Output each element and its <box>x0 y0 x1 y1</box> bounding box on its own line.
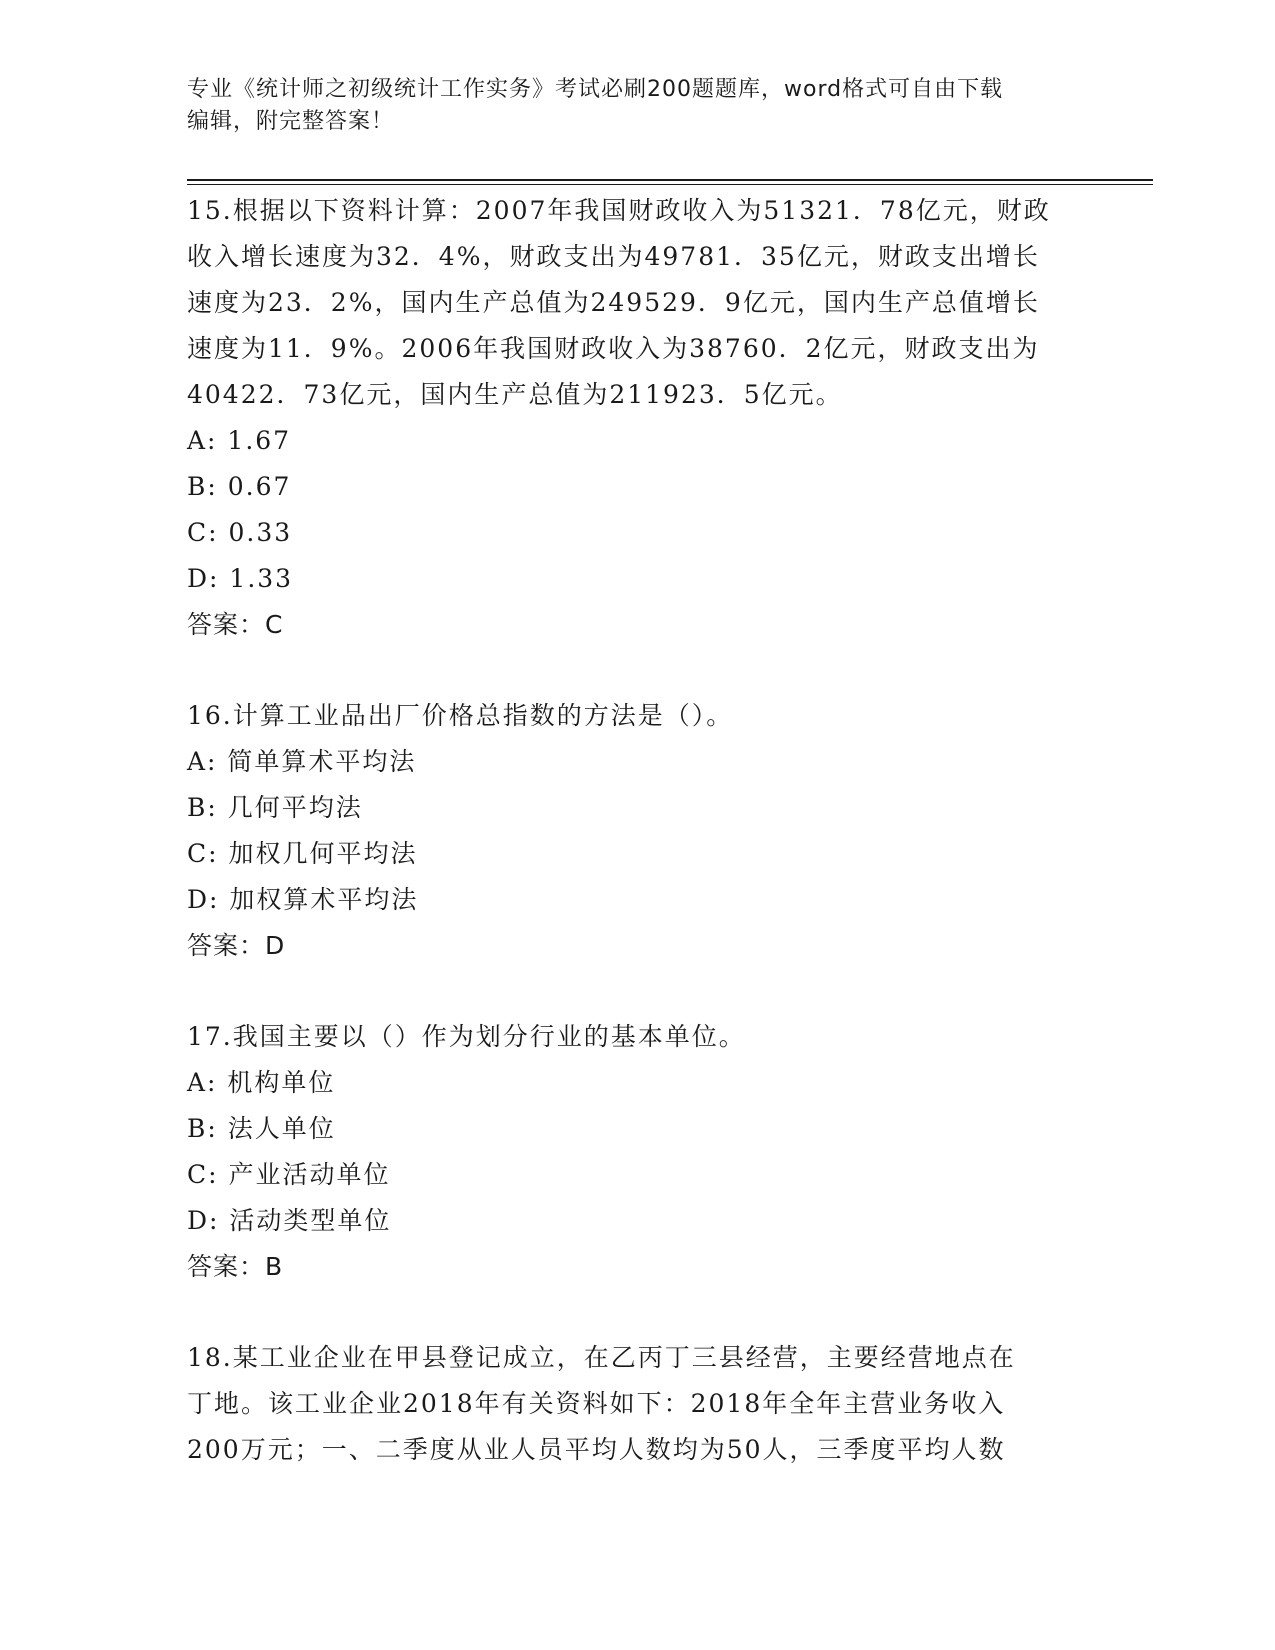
question-15 <box>187 188 1087 648</box>
question-stem-line: 速度为11．9%。2006年我国财政收入为38760．2亿元，财政支出为 <box>187 334 1040 363</box>
question-stem-line: 18.某工业企业在甲县登记成立，在乙丙丁三县经营，主要经营地点在 <box>187 1343 1016 1372</box>
question-stem-line: 40422．73亿元，国内生产总值为211923．5亿元。 <box>187 380 843 409</box>
option-c: C: 加权几何平均法 <box>187 839 418 868</box>
option-d: D: 1.33 <box>187 564 294 593</box>
question-stem-line: 16.计算工业品出厂价格总指数的方法是（）。 <box>187 701 734 730</box>
option-d: D: 加权算术平均法 <box>187 885 419 914</box>
header-line-2: 编辑，附完整答案！ <box>187 109 395 134</box>
option-a: A: 机构单位 <box>187 1068 336 1097</box>
option-c: C: 0.33 <box>187 518 293 547</box>
option-b: B: 几何平均法 <box>187 793 363 822</box>
question-stem-line: 15.根据以下资料计算：2007年我国财政收入为51321．78亿元，财政 <box>187 196 1051 225</box>
question-stem <box>187 1014 1087 1060</box>
question-list <box>187 188 1087 1473</box>
question-stem-line: 收入增长速度为32．4%，财政支出为49781．35亿元，财政支出增长 <box>187 242 1040 271</box>
question-stem-line: 速度为23．2%，国内生产总值为249529．9亿元，国内生产总值增长 <box>187 288 1040 317</box>
option-c: C: 产业活动单位 <box>187 1160 391 1189</box>
option-d: D: 活动类型单位 <box>187 1206 392 1235</box>
question-spacer <box>187 1290 1087 1335</box>
question-stem-line: 丁地。该工业企业2018年有关资料如下：2018年全年主营业务收入 <box>187 1389 1006 1418</box>
question-stem <box>187 1335 1087 1473</box>
document-header <box>187 74 1067 138</box>
question-spacer <box>187 648 1087 693</box>
question-16 <box>187 693 1087 969</box>
question-17 <box>187 1014 1087 1290</box>
answer-line: 答案：C <box>187 610 284 639</box>
header-divider-thin <box>187 184 1153 185</box>
header-divider-thick <box>187 179 1153 181</box>
option-a: A: 1.67 <box>187 426 292 455</box>
option-b: B: 0.67 <box>187 472 292 501</box>
question-stem <box>187 693 1087 739</box>
question-spacer <box>187 969 1087 1014</box>
option-b: B: 法人单位 <box>187 1114 336 1143</box>
answer-line: 答案：D <box>187 931 286 960</box>
question-stem-line: 200万元；一、二季度从业人员平均人数均为50人，三季度平均人数 <box>187 1435 1006 1464</box>
option-a: A: 简单算术平均法 <box>187 747 417 776</box>
header-line-1: 专业《统计师之初级统计工作实务》考试必刷200题题库，word格式可自由下载 <box>187 77 1004 102</box>
answer-line: 答案：B <box>187 1252 284 1281</box>
question-18 <box>187 1335 1087 1473</box>
question-stem <box>187 188 1087 418</box>
question-stem-line: 17.我国主要以（）作为划分行业的基本单位。 <box>187 1022 746 1051</box>
